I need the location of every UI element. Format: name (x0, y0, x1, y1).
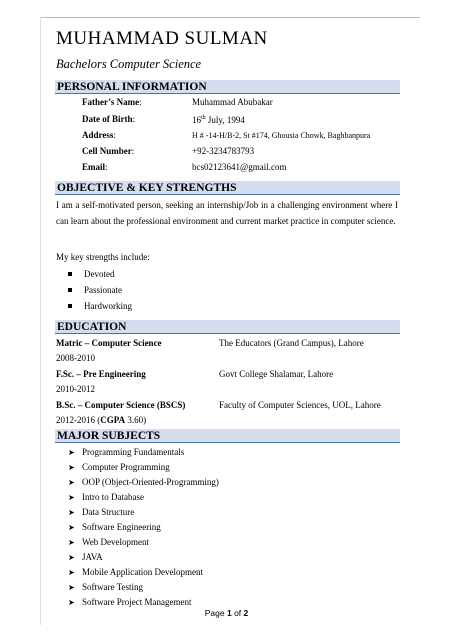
arrow-bullet-icon: ➤ (68, 538, 75, 547)
education-institution: Faculty of Computer Sciences, UOL, Lahore (219, 400, 381, 410)
field-label-cell: Cell Number: (82, 146, 135, 156)
field-value-cell: +92-3234783793 (192, 146, 255, 156)
arrow-bullet-icon: ➤ (68, 493, 75, 502)
arrow-bullet-icon: ➤ (68, 568, 75, 577)
education-years: 2010-2012 (56, 384, 95, 394)
field-value-address: H # -14-H/B-2, St #174, Ghousia Chowk, Baghbanpura (192, 131, 371, 140)
section-personal-heading: PERSONAL INFORMATION (55, 80, 400, 94)
education-institution: Govt College Shalamar, Lahore (219, 369, 334, 379)
candidate-degree: Bachelors Computer Science (56, 57, 202, 71)
field-label-father: Father’s Name: (82, 97, 142, 107)
section-subjects-heading: MAJOR SUBJECTS (55, 429, 400, 443)
field-label-dob: Date of Birth: (82, 114, 136, 124)
education-degree: Matric – Computer Science (56, 338, 162, 348)
list-item: ➤ JAVA (68, 552, 103, 562)
education-degree: B.Sc. – Computer Science (BSCS) (56, 400, 186, 410)
education-degree: F.Sc. – Pre Engineering (56, 369, 146, 379)
list-item: Devoted (68, 269, 115, 280)
arrow-bullet-icon: ➤ (68, 463, 75, 472)
list-item: ➤ Web Development (68, 537, 150, 547)
list-item: ➤ Software Engineering (68, 522, 161, 532)
page-number: Page 1 of 2 (204, 608, 249, 618)
square-bullet-icon (68, 272, 72, 276)
arrow-bullet-icon: ➤ (68, 598, 75, 607)
list-item: ➤ OOP (Object-Oriented-Programming) (68, 477, 219, 487)
list-item: ➤ Data Structure (68, 507, 135, 517)
field-value-email: bcs02123641@gmail.com (192, 162, 287, 172)
field-value-dob: 16th July, 1994 (192, 115, 245, 125)
field-label-email: Email: (82, 162, 108, 172)
list-item: ➤ Software Testing (68, 582, 143, 592)
page-border-left (40, 17, 41, 625)
arrow-bullet-icon: ➤ (68, 508, 75, 517)
candidate-name: MUHAMMAD SULMAN (56, 28, 268, 49)
field-label-address: Address: (82, 130, 116, 140)
square-bullet-icon (68, 288, 72, 292)
list-item: Passionate (68, 285, 122, 296)
list-item: ➤ Computer Programming (68, 462, 170, 472)
education-years: 2012-2016 (CGPA 3.60) (56, 415, 147, 425)
arrow-bullet-icon: ➤ (68, 448, 75, 457)
arrow-bullet-icon: ➤ (68, 523, 75, 532)
list-item: ➤ Software Project Management (68, 597, 192, 607)
strengths-intro: My key strengths include: (56, 252, 150, 262)
list-item: ➤ Intro to Database (68, 492, 144, 502)
arrow-bullet-icon: ➤ (68, 478, 75, 487)
education-years: 2008-2010 (56, 353, 95, 363)
education-institution: The Educators (Grand Campus), Lahore (219, 338, 364, 348)
objective-paragraph: I am a self-motivated person, seeking an internship/Job in a challenging environment where I can learn about the professional environment and current market practice in computer science. (56, 200, 398, 226)
section-education-heading: EDUCATION (55, 320, 400, 334)
square-bullet-icon (68, 304, 72, 308)
arrow-bullet-icon: ➤ (68, 553, 75, 562)
list-item: ➤ Programming Fundamentals (68, 447, 185, 457)
section-objective-heading: OBJECTIVE & KEY STRENGTHS (55, 181, 400, 195)
page-border-top (40, 17, 420, 18)
list-item: ➤ Mobile Application Development (68, 567, 203, 577)
list-item: Hardworking (68, 301, 132, 312)
field-value-father: Muhammad Abubakar (192, 97, 273, 107)
arrow-bullet-icon: ➤ (68, 583, 75, 592)
